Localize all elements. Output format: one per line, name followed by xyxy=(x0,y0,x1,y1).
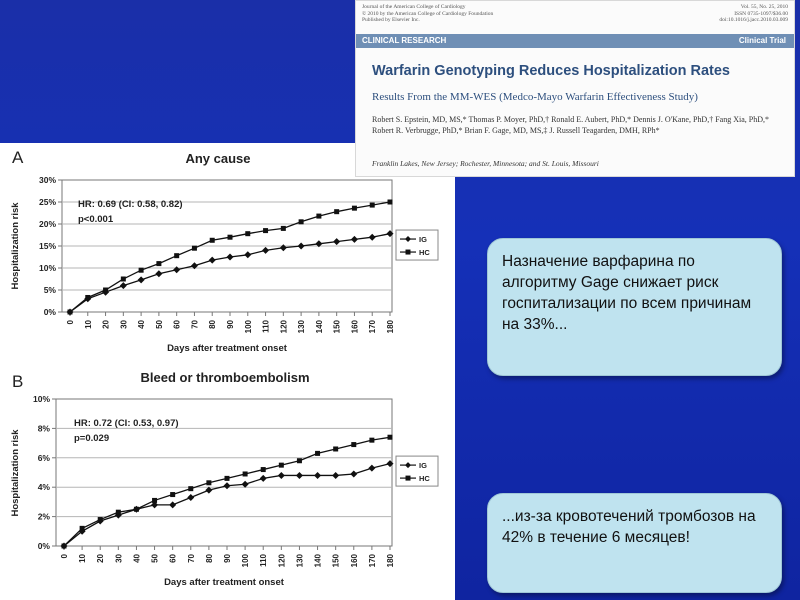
data-point-hc xyxy=(228,235,233,240)
paper-subtitle: Results From the MM-WES (Medco-Mayo Warfarin Effectiveness Study) xyxy=(372,91,698,103)
paper-authors: Robert S. Epstein, MD, MS,* Thomas P. Moyer, PhD,† Ronald E. Aubert, PhD,* Dennis J. O'Kane, PhD,† Fang Xia, PhD,* Robert R. Verbrugge, PhD,* Brian F. Gage, MD, MS,‡ J. Russell Teagarden, DMH, RPh* xyxy=(372,115,769,135)
series-line-hc xyxy=(64,437,390,546)
data-point-hc xyxy=(297,458,302,463)
x-tick-label: 140 xyxy=(314,320,324,334)
data-point-ig xyxy=(351,236,358,243)
x-tick-label: 140 xyxy=(313,554,323,568)
data-point-hc xyxy=(369,438,374,443)
x-tick-label: 90 xyxy=(226,320,235,329)
y-tick-label: 2% xyxy=(37,511,50,522)
y-tick-label: 20% xyxy=(38,219,56,229)
x-tick-label: 50 xyxy=(154,320,164,329)
x-tick-label: 10 xyxy=(78,554,88,563)
data-point-hc xyxy=(351,442,356,447)
data-point-ig xyxy=(314,472,321,479)
x-tick-label: 110 xyxy=(259,554,269,567)
journal-info xyxy=(362,4,493,24)
x-tick-label: 60 xyxy=(172,320,182,329)
legend-marker xyxy=(406,250,411,255)
x-tick-label: 150 xyxy=(331,554,341,568)
callout-bubble-hospitalization xyxy=(487,238,782,376)
x-tick-label: 40 xyxy=(132,554,142,563)
data-point-hc xyxy=(98,517,103,522)
y-tick-label: 0% xyxy=(43,307,56,317)
series-line-ig xyxy=(70,234,390,312)
data-point-ig xyxy=(333,238,340,245)
x-tick-label: 120 xyxy=(279,320,289,334)
data-point-hc xyxy=(85,295,90,300)
data-point-hc xyxy=(261,467,266,472)
chart-title: Bleed or thromboembolism xyxy=(140,370,310,385)
data-point-ig xyxy=(224,482,231,489)
data-point-hc xyxy=(210,238,215,243)
x-tick-label: 60 xyxy=(168,554,178,563)
data-point-hc xyxy=(334,209,339,214)
x-tick-label: 70 xyxy=(190,320,200,329)
hr-annotation: p=0.029 xyxy=(74,433,110,444)
paper-title: Warfarin Genotyping Reduces Hospitalization Rates xyxy=(372,63,730,79)
x-tick-label: 90 xyxy=(223,554,232,563)
y-tick-label: 30% xyxy=(38,175,56,185)
y-tick-label: 0% xyxy=(37,541,50,551)
data-point-hc xyxy=(103,288,108,293)
data-point-hc xyxy=(352,206,357,211)
data-point-ig xyxy=(262,247,269,254)
journal-line: Journal of the American College of Cardiology xyxy=(362,4,466,10)
data-point-hc xyxy=(263,228,268,233)
y-tick-label: 8% xyxy=(37,423,50,434)
data-point-hc xyxy=(279,463,284,468)
data-point-ig xyxy=(120,282,127,289)
x-tick-label: 160 xyxy=(350,320,360,334)
chart-title: Any cause xyxy=(185,151,251,166)
x-tick-label: 20 xyxy=(96,554,106,563)
y-tick-label: 10% xyxy=(32,394,50,404)
x-tick-label: 130 xyxy=(297,320,307,334)
data-point-hc xyxy=(80,526,85,531)
data-point-hc xyxy=(388,435,393,440)
hr-annotation: p<0.001 xyxy=(78,214,114,225)
journal-line: Published by Elsevier Inc. xyxy=(362,17,420,23)
data-point-hc xyxy=(116,510,121,515)
volume-info xyxy=(719,4,788,24)
legend-box xyxy=(396,456,438,486)
data-point-hc xyxy=(134,507,139,512)
x-tick-label: 100 xyxy=(243,320,253,334)
data-point-hc xyxy=(315,451,320,456)
y-tick-label: 15% xyxy=(38,241,56,251)
y-axis-label: Hospitalization risk xyxy=(10,429,21,517)
section-label: CLINICAL RESEARCH xyxy=(362,36,447,45)
callout-bubble-bleeding xyxy=(487,493,782,593)
journal-line: © 2010 by the American College of Cardiology Foundation xyxy=(362,10,494,17)
data-point-hc xyxy=(62,544,67,549)
data-point-hc xyxy=(316,214,321,219)
data-point-ig xyxy=(155,270,162,277)
legend-marker xyxy=(406,476,411,481)
data-point-hc xyxy=(370,203,375,208)
x-tick-label: 120 xyxy=(277,554,287,568)
data-point-ig xyxy=(169,501,176,508)
hr-annotation: HR: 0.69 (CI: 0.58, 0.82) xyxy=(78,199,183,210)
data-point-ig xyxy=(350,470,357,477)
data-point-ig xyxy=(187,494,194,501)
data-point-hc xyxy=(281,226,286,231)
x-tick-label: 70 xyxy=(186,554,196,563)
data-point-hc xyxy=(152,498,157,503)
x-tick-label: 80 xyxy=(204,554,214,563)
y-tick-label: 6% xyxy=(37,452,50,463)
data-point-ig xyxy=(298,243,305,250)
x-tick-label: 160 xyxy=(349,554,359,568)
data-point-ig xyxy=(368,465,375,472)
x-tick-label: 20 xyxy=(101,320,111,329)
volume-line: Vol. 55, No. 25, 2010 xyxy=(740,4,788,10)
data-point-ig xyxy=(173,266,180,273)
x-tick-label: 50 xyxy=(150,554,160,563)
data-point-hc xyxy=(139,268,144,273)
data-point-hc xyxy=(188,486,193,491)
panel-label: B xyxy=(12,372,24,391)
legend-box xyxy=(396,230,438,260)
data-point-ig xyxy=(209,257,216,264)
data-point-ig xyxy=(260,475,267,482)
data-point-ig xyxy=(278,472,285,479)
data-point-ig xyxy=(296,472,303,479)
callout-text: Назначение варфарина по алгоритму Gage снижает риск госпитализации по всем причинам на 33%... xyxy=(502,253,752,333)
x-tick-label: 0 xyxy=(66,320,75,325)
legend-label: HC xyxy=(419,248,430,258)
legend-label: IG xyxy=(419,461,427,471)
x-tick-label: 40 xyxy=(137,320,147,329)
volume-line: ISSN 0735-1097/$36.00 xyxy=(734,10,788,17)
data-point-hc xyxy=(121,277,126,282)
x-axis-label: Days after treatment onset xyxy=(167,343,287,354)
y-tick-label: 5% xyxy=(43,285,56,295)
x-tick-label: 30 xyxy=(114,554,124,563)
data-point-hc xyxy=(170,492,175,497)
y-axis-label: Hospitalization risk xyxy=(10,202,21,290)
data-point-ig xyxy=(244,251,251,258)
hr-annotation: HR: 0.72 (CI: 0.53, 0.97) xyxy=(74,418,179,429)
y-tick-label: 4% xyxy=(37,482,50,493)
x-tick-label: 130 xyxy=(295,554,305,568)
y-tick-label: 10% xyxy=(38,263,56,273)
data-point-hc xyxy=(192,246,197,251)
callout-text: ...из-за кровотечений тромбозов на 42% в течение 6 месяцев! xyxy=(502,508,756,546)
y-tick-label: 25% xyxy=(38,197,56,207)
data-point-ig xyxy=(369,234,376,241)
x-tick-label: 180 xyxy=(386,320,395,334)
volume-line: doi:10.1016/j.jacc.2010.03.009 xyxy=(719,17,788,23)
x-tick-label: 110 xyxy=(261,320,271,333)
x-tick-label: 180 xyxy=(386,554,395,568)
data-point-hc xyxy=(206,480,211,485)
data-point-hc xyxy=(156,261,161,266)
x-tick-label: 30 xyxy=(119,320,129,329)
legend-label: HC xyxy=(419,474,430,484)
x-tick-label: 170 xyxy=(367,554,377,568)
x-tick-label: 170 xyxy=(368,320,378,334)
data-point-hc xyxy=(388,200,393,205)
data-point-ig xyxy=(227,254,234,261)
category-label: Clinical Trial xyxy=(738,36,786,45)
data-point-hc xyxy=(68,310,73,315)
data-point-ig xyxy=(280,244,287,251)
data-point-hc xyxy=(299,219,304,224)
x-axis-label: Days after treatment onset xyxy=(164,577,284,588)
x-tick-label: 150 xyxy=(332,320,342,334)
data-point-ig xyxy=(138,276,145,283)
data-point-hc xyxy=(245,231,250,236)
section-bar xyxy=(356,34,794,48)
data-point-hc xyxy=(225,476,230,481)
x-tick-label: 80 xyxy=(208,320,218,329)
charts-figure xyxy=(0,143,455,600)
x-tick-label: 10 xyxy=(83,320,93,329)
data-point-ig xyxy=(332,472,339,479)
x-tick-label: 0 xyxy=(60,554,69,559)
data-point-hc xyxy=(333,446,338,451)
data-point-hc xyxy=(174,253,179,258)
x-tick-label: 100 xyxy=(241,554,251,568)
legend-label: IG xyxy=(419,235,427,245)
paper-affiliations: Franklin Lakes, New Jersey; Rochester, Minnesota; and St. Louis, Missouri xyxy=(372,159,599,168)
data-point-hc xyxy=(243,471,248,476)
panel-label: A xyxy=(12,148,24,167)
